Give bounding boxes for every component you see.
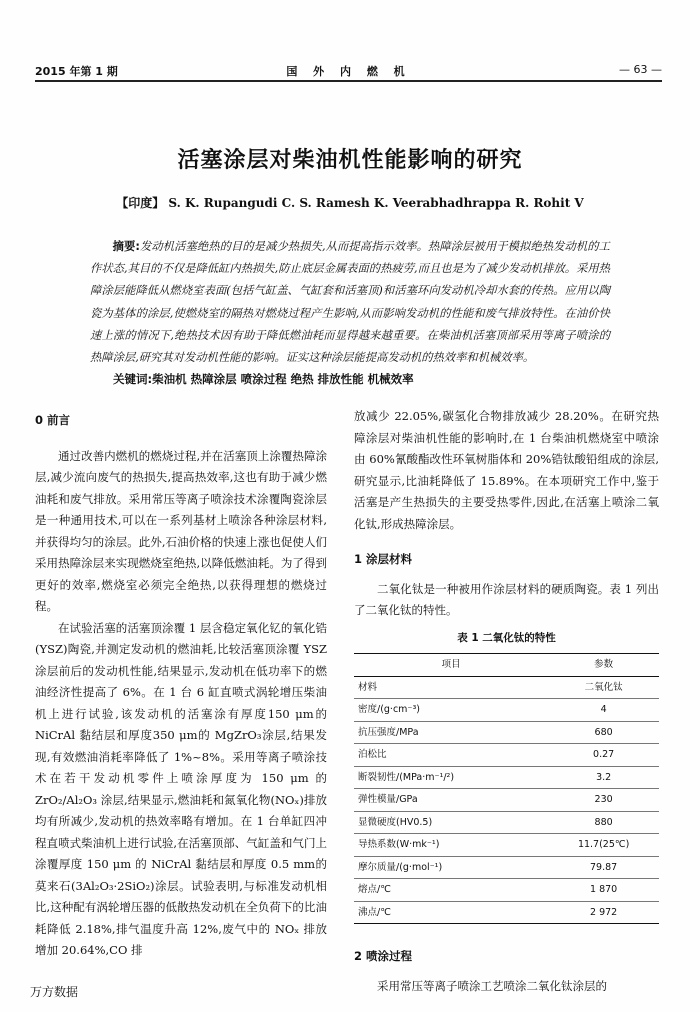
table-cell-item: 断裂韧性/(MPa·m⁻¹/²) bbox=[354, 766, 548, 789]
table-row bbox=[354, 789, 659, 812]
section-0-title: 0 前言 bbox=[35, 413, 71, 427]
table-cell-item: 材料 bbox=[354, 676, 548, 699]
abstract-label: 摘要: bbox=[112, 240, 140, 253]
titania-properties-table bbox=[354, 653, 659, 924]
table-row bbox=[354, 879, 659, 902]
table-row bbox=[354, 856, 659, 879]
paragraph: 采用常压等离子喷涂工艺喷涂二氧化钛涂层的 bbox=[377, 978, 607, 993]
table-row bbox=[354, 766, 659, 789]
table-row bbox=[354, 676, 659, 699]
article-title: 活塞涂层对柴油机性能影响的研究 bbox=[177, 148, 523, 173]
table-cell-value: 3.2 bbox=[548, 766, 659, 789]
table-cell-item: 摩尔质量/(g·mol⁻¹) bbox=[354, 856, 548, 879]
section-1-title: 1 涂层材料 bbox=[354, 552, 413, 566]
table-row bbox=[354, 834, 659, 857]
paragraph: 二氧化钛是一种被用作涂层材料的硬质陶瓷。表 1 列出了二氧化钛的特性。 bbox=[354, 581, 659, 617]
table-cell-item: 导热系数(W·mk⁻¹) bbox=[354, 834, 548, 857]
table-row bbox=[354, 901, 659, 924]
header-rule bbox=[35, 80, 662, 82]
paragraph: 放减少 22.05%,碳氢化合物排放减少 28.20%。在研究热障涂层对柴油机性能的影响时,在 1 台柴油机燃烧室中喷涂由 60%氰酸酯改性环氧树脂体和 20%锆钛酸铅组成的涂层,研究显示,比油耗降低了 15.89%。在本项研究工作中,鉴于活塞是产生热损失的主要受热零件,因此,在活塞上喷涂二氧化钛,形成热障涂层。 bbox=[354, 409, 659, 531]
keywords: 关键词:柴油机 热障涂层 喷涂过程 绝热 排放性能 机械效率 bbox=[113, 372, 414, 386]
table-cell-value: 680 bbox=[548, 721, 659, 744]
table-caption: 表 1 二氧化钛的特性 bbox=[457, 631, 556, 644]
table-cell-item: 沸点/℃ bbox=[354, 901, 548, 924]
table-cell-value: 二氧化钛 bbox=[548, 676, 659, 699]
table-cell-item: 显微硬度(HV0.5) bbox=[354, 811, 548, 834]
table-cell-item: 弹性模量/GPa bbox=[354, 789, 548, 812]
table-row bbox=[354, 721, 659, 744]
article-authors: 【印度】 S. K. Rupangudi C. S. Ramesh K. Veerabhadhrappa R. Rohit V bbox=[116, 196, 584, 210]
table-cell-item: 熔点/℃ bbox=[354, 879, 548, 902]
table-header-item: 项目 bbox=[354, 654, 548, 677]
left-column bbox=[35, 410, 327, 962]
table-cell-value: 880 bbox=[548, 811, 659, 834]
table-cell-value: 230 bbox=[548, 789, 659, 812]
table-header-value: 参数 bbox=[548, 654, 659, 677]
right-column bbox=[354, 406, 659, 997]
table-cell-value: 1 870 bbox=[548, 879, 659, 902]
table-cell-item: 泊松比 bbox=[354, 744, 548, 767]
table-cell-value: 79.87 bbox=[548, 856, 659, 879]
issue-label: 2015 年第 1 期 bbox=[35, 65, 118, 78]
table-cell-value: 4 bbox=[548, 699, 659, 722]
journal-name: 国 外 内 燃 机 bbox=[286, 65, 411, 78]
table-cell-value: 2 972 bbox=[548, 901, 659, 924]
table-cell-value: 11.7(25℃) bbox=[548, 834, 659, 857]
footer-watermark: 万方数据 bbox=[30, 985, 79, 999]
table-cell-item: 密度/(g·cm⁻³) bbox=[354, 699, 548, 722]
running-header bbox=[35, 60, 662, 80]
table-cell-value: 0.27 bbox=[548, 744, 659, 767]
table-row bbox=[354, 811, 659, 834]
abstract-text: 发动机活塞绝热的目的是减少热损失,从而提高指示效率。热障涂层被用于模拟绝热发动机的工作状态,其目的不仅是降低缸内热损失,防止底层金属表面的热疲劳,而且也是为了减少发动机排放。采用热障涂层能降低从燃烧室表面(包括气缸盖、气缸套和活塞顶)和活塞环向发动机冷却水套的传热。应用以陶瓷为基体的涂层,使燃烧室的隔热对燃烧过程产生影响,从而影响发动机的性能和废气排放特性。在油价快速上涨的情况下,绝热技术因有助于降低燃油耗而显得越来越重要。在柴油机活塞顶部采用等离子喷涂的热障涂层,研究其对发动机性能的影响。证实这种涂层能提高发动机的热效率和机械效率。 bbox=[90, 240, 610, 365]
paragraph: 在试验活塞的活塞顶涂覆 1 层含稳定氧化钇的氧化锆(YSZ)陶瓷,并测定发动机的燃油耗,比较活塞顶涂覆 YSZ 涂层前后的发动机性能,结果显示,发动机在低功率下的燃油经济性提高了 6%。在 1 台 6 缸直喷式涡轮增压柴油机上进行试验,该发动机的活塞涂有厚度150 μm的 NiCrAl 黏结层和厚度350 μm的 MgZrO₃涂层,结果发现,有效燃油消耗率降低了 1%~8%。采用等离子喷涂技术在若干发动机零件上喷涂厚度为 150 μm 的 ZrO₂/Al₂O₃ 涂层,结果显示,燃油耗和氮氧化物(NOₓ)排放均有所减少,发动机的热效率略有增加。在 1 台单缸四冲程直喷式柴油机上进行试验,在活塞顶部、气缸盖和气门上涂覆厚度 150 μm 的 NiCrAl 黏结层和厚度 0.5 mm的莫来石(3Al₂O₃·2SiO₂)涂层。试验表明,与标准发动机相比,这种配有涡轮增压器的低散热发动机在全负荷下的比油耗降低 2.18%,排气温度升高 12%,废气中的 NOₓ 排放增加 20.64%,CO 排 bbox=[35, 620, 327, 957]
section-2-title: 2 喷涂过程 bbox=[354, 949, 413, 963]
page-number: — 63 — bbox=[619, 63, 662, 76]
table-cell-item: 抗压强度/MPa bbox=[354, 721, 548, 744]
paragraph: 通过改善内燃机的燃烧过程,并在活塞顶上涂覆热障涂层,减少流向废气的热损失,提高热效率,这也有助于减少燃油耗和废气排放。采用常压等离子喷涂技术涂覆陶瓷涂层是一种通用技术,可以在一系列基材上喷涂各种涂层材料,并获得均匀的涂层。此外,石油价格的快速上涨也促使人们采用热障涂层来实现燃烧室绝热,以降低燃油耗。为了得到更好的效率,燃烧室必须完全绝热,以获得理想的燃烧过程。 bbox=[35, 448, 327, 613]
table-row bbox=[354, 699, 659, 722]
table-row bbox=[354, 744, 659, 767]
abstract bbox=[90, 236, 610, 369]
